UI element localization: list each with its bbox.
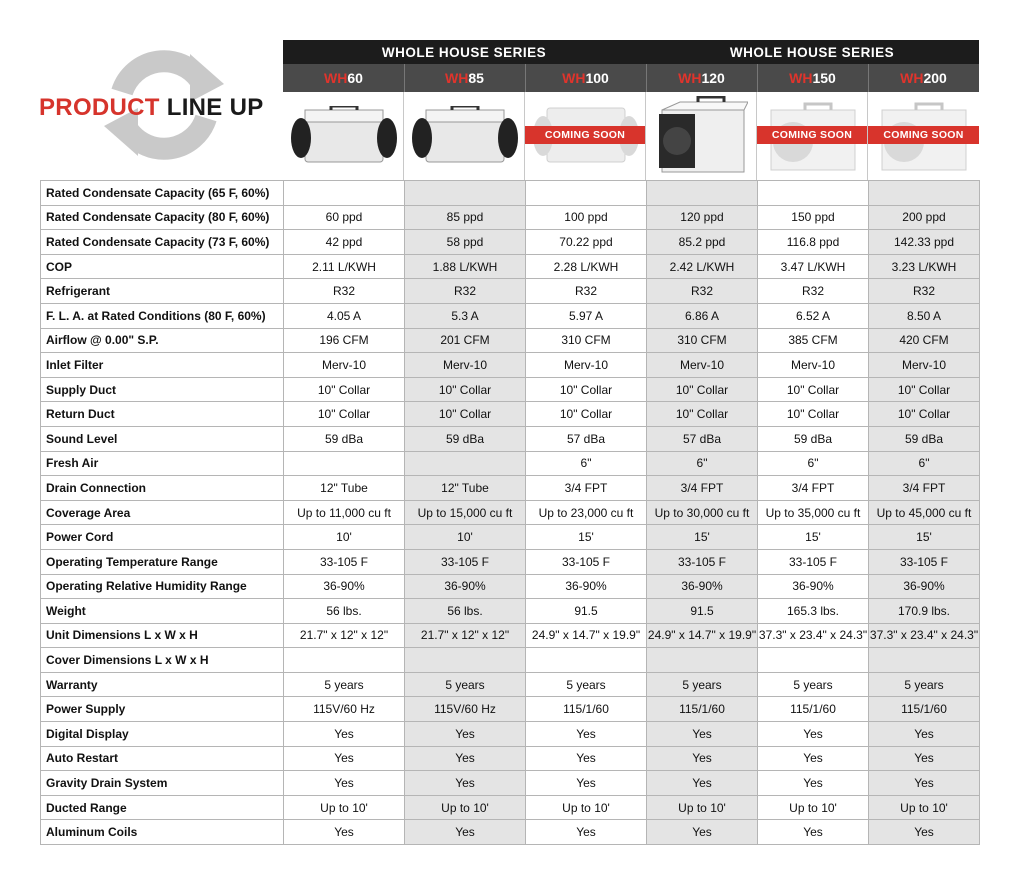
spec-cell: Yes bbox=[405, 820, 526, 845]
spec-row-label: Aluminum Coils bbox=[41, 820, 284, 845]
model-wh150 bbox=[757, 64, 868, 92]
spec-row-label: Unit Dimensions L x W x H bbox=[41, 623, 284, 648]
spec-row bbox=[41, 205, 980, 230]
spec-row-label: Supply Duct bbox=[41, 377, 284, 402]
spec-row bbox=[41, 697, 980, 722]
spec-cell: 33-105 F bbox=[405, 549, 526, 574]
spec-row-label: Inlet Filter bbox=[41, 353, 284, 378]
spec-row-label: Auto Restart bbox=[41, 746, 284, 771]
spec-row-label: Return Duct bbox=[41, 402, 284, 427]
spec-cell: Yes bbox=[869, 746, 980, 771]
spec-cell: 3.23 L/KWH bbox=[869, 254, 980, 279]
spec-cell: Up to 30,000 cu ft bbox=[647, 500, 758, 525]
spec-cell: 5 years bbox=[647, 672, 758, 697]
spec-cell: 115V/60 Hz bbox=[284, 697, 405, 722]
spec-cell: 100 ppd bbox=[526, 205, 647, 230]
spec-cell: 5 years bbox=[526, 672, 647, 697]
spec-cell: 6.52 A bbox=[758, 303, 869, 328]
spec-cell: 201 CFM bbox=[405, 328, 526, 353]
spec-cell: Yes bbox=[526, 722, 647, 747]
spec-cell: 37.3" x 23.4" x 24.3" bbox=[869, 623, 980, 648]
spec-cell: Merv-10 bbox=[647, 353, 758, 378]
spec-cell bbox=[647, 181, 758, 206]
model-wh60 bbox=[283, 64, 404, 92]
spec-row bbox=[41, 771, 980, 796]
spec-row-label: Refrigerant bbox=[41, 279, 284, 304]
spec-cell: Up to 35,000 cu ft bbox=[758, 500, 869, 525]
spec-cell: Merv-10 bbox=[284, 353, 405, 378]
spec-cell: 310 CFM bbox=[526, 328, 647, 353]
spec-cell bbox=[758, 181, 869, 206]
spec-row-label: Rated Condensate Capacity (80 F, 60%) bbox=[41, 205, 284, 230]
spec-cell: 196 CFM bbox=[284, 328, 405, 353]
spec-row bbox=[41, 426, 980, 451]
product-image-wh60 bbox=[283, 92, 404, 180]
spec-cell: 57 dBa bbox=[526, 426, 647, 451]
spec-cell: 36-90% bbox=[526, 574, 647, 599]
spec-row bbox=[41, 451, 980, 476]
spec-cell: 200 ppd bbox=[869, 205, 980, 230]
spec-cell: 12" Tube bbox=[284, 476, 405, 501]
spec-cell bbox=[284, 451, 405, 476]
spec-cell: 33-105 F bbox=[284, 549, 405, 574]
spec-cell: Up to 23,000 cu ft bbox=[526, 500, 647, 525]
spec-row-label: Weight bbox=[41, 599, 284, 624]
spec-cell: 36-90% bbox=[647, 574, 758, 599]
spec-cell: Yes bbox=[869, 771, 980, 796]
spec-cell: 385 CFM bbox=[758, 328, 869, 353]
spec-row bbox=[41, 549, 980, 574]
dehumidifier-unit-icon bbox=[412, 106, 518, 168]
spec-row-label: Power Supply bbox=[41, 697, 284, 722]
spec-cell: Yes bbox=[526, 820, 647, 845]
spec-cell: 91.5 bbox=[526, 599, 647, 624]
spec-cell: 10" Collar bbox=[405, 402, 526, 427]
spec-cell: Yes bbox=[284, 746, 405, 771]
spec-row bbox=[41, 476, 980, 501]
spec-cell: Yes bbox=[405, 722, 526, 747]
spec-cell bbox=[405, 451, 526, 476]
coming-soon-badge: COMING SOON bbox=[525, 126, 645, 144]
model-number: 150 bbox=[812, 70, 836, 86]
spec-cell: 15' bbox=[647, 525, 758, 550]
model-prefix: WH bbox=[789, 70, 813, 86]
spec-cell: 3/4 FPT bbox=[526, 476, 647, 501]
spec-cell: 36-90% bbox=[284, 574, 405, 599]
spec-cell: 5.3 A bbox=[405, 303, 526, 328]
spec-cell: 33-105 F bbox=[869, 549, 980, 574]
dehumidifier-unit-icon bbox=[656, 96, 748, 176]
spec-cell: Yes bbox=[405, 771, 526, 796]
spec-row-label: F. L. A. at Rated Conditions (80 F, 60%) bbox=[41, 303, 284, 328]
spec-row-label: Sound Level bbox=[41, 426, 284, 451]
spec-cell: 1.88 L/KWH bbox=[405, 254, 526, 279]
model-prefix: WH bbox=[678, 70, 702, 86]
logo-word-product: PRODUCT bbox=[39, 94, 160, 121]
spec-cell: 15' bbox=[526, 525, 647, 550]
spec-cell: 70.22 ppd bbox=[526, 230, 647, 255]
spec-cell: 115/1/60 bbox=[526, 697, 647, 722]
spec-cell: Yes bbox=[526, 771, 647, 796]
spec-row bbox=[41, 648, 980, 673]
spec-cell: Yes bbox=[284, 722, 405, 747]
spec-cell: Yes bbox=[284, 771, 405, 796]
product-image-wh100 bbox=[525, 92, 646, 180]
spec-row bbox=[41, 254, 980, 279]
spec-cell: 42 ppd bbox=[284, 230, 405, 255]
spec-cell: Yes bbox=[758, 820, 869, 845]
spec-cell: 85 ppd bbox=[405, 205, 526, 230]
spec-cell bbox=[758, 648, 869, 673]
spec-row-label: Warranty bbox=[41, 672, 284, 697]
spec-cell: 10" Collar bbox=[869, 402, 980, 427]
spec-cell: 8.50 A bbox=[869, 303, 980, 328]
spec-row-label: Cover Dimensions L x W x H bbox=[41, 648, 284, 673]
spec-cell: 10" Collar bbox=[647, 377, 758, 402]
spec-cell: 10" Collar bbox=[758, 402, 869, 427]
spec-cell: R32 bbox=[647, 279, 758, 304]
spec-cell: 116.8 ppd bbox=[758, 230, 869, 255]
spec-cell: Yes bbox=[647, 771, 758, 796]
spec-cell: 59 dBa bbox=[758, 426, 869, 451]
coming-soon-badge: COMING SOON bbox=[757, 126, 867, 144]
spec-cell: 10" Collar bbox=[405, 377, 526, 402]
model-prefix: WH bbox=[445, 70, 469, 86]
spec-row bbox=[41, 722, 980, 747]
spec-cell: 36-90% bbox=[405, 574, 526, 599]
spec-cell: 2.11 L/KWH bbox=[284, 254, 405, 279]
spec-cell: Yes bbox=[526, 746, 647, 771]
spec-cell: 6" bbox=[869, 451, 980, 476]
model-number: 200 bbox=[923, 70, 947, 86]
spec-cell: 5 years bbox=[405, 672, 526, 697]
spec-cell bbox=[405, 181, 526, 206]
spec-row-label: Digital Display bbox=[41, 722, 284, 747]
model-wh120 bbox=[646, 64, 757, 92]
product-image-row bbox=[283, 92, 979, 180]
spec-cell: 33-105 F bbox=[758, 549, 869, 574]
spec-cell: Yes bbox=[869, 722, 980, 747]
spec-row bbox=[41, 230, 980, 255]
spec-cell: 115V/60 Hz bbox=[405, 697, 526, 722]
spec-cell: Up to 10' bbox=[647, 795, 758, 820]
spec-row bbox=[41, 672, 980, 697]
spec-row bbox=[41, 181, 980, 206]
coming-soon-badge: COMING SOON bbox=[868, 126, 979, 144]
spec-cell: Yes bbox=[647, 820, 758, 845]
spec-cell: 85.2 ppd bbox=[647, 230, 758, 255]
model-number: 120 bbox=[701, 70, 725, 86]
spec-cell: Yes bbox=[758, 771, 869, 796]
spec-cell: 2.28 L/KWH bbox=[526, 254, 647, 279]
spec-row bbox=[41, 279, 980, 304]
spec-cell: 10" Collar bbox=[647, 402, 758, 427]
spec-cell bbox=[869, 181, 980, 206]
spec-row bbox=[41, 599, 980, 624]
spec-cell: Up to 10' bbox=[869, 795, 980, 820]
spec-cell: 6" bbox=[758, 451, 869, 476]
spec-cell: Up to 15,000 cu ft bbox=[405, 500, 526, 525]
spec-cell bbox=[647, 648, 758, 673]
spec-cell: 21.7" x 12" x 12" bbox=[284, 623, 405, 648]
spec-cell: 4.05 A bbox=[284, 303, 405, 328]
spec-cell: 10" Collar bbox=[869, 377, 980, 402]
product-line-up-logo bbox=[36, 40, 276, 170]
product-image-wh150 bbox=[757, 92, 868, 180]
spec-cell: Yes bbox=[869, 820, 980, 845]
model-prefix: WH bbox=[324, 70, 348, 86]
spec-row-label: Rated Condensate Capacity (65 F, 60%) bbox=[41, 181, 284, 206]
model-prefix: WH bbox=[900, 70, 924, 86]
spec-cell: Up to 45,000 cu ft bbox=[869, 500, 980, 525]
model-wh85 bbox=[404, 64, 525, 92]
spec-row bbox=[41, 500, 980, 525]
spec-cell: 33-105 F bbox=[647, 549, 758, 574]
spec-cell: 56 lbs. bbox=[405, 599, 526, 624]
spec-cell: 120 ppd bbox=[647, 205, 758, 230]
spec-cell: 12" Tube bbox=[405, 476, 526, 501]
series-header-right: WHOLE HOUSE SERIES bbox=[645, 40, 979, 64]
model-prefix: WH bbox=[562, 70, 586, 86]
spec-row-label: Fresh Air bbox=[41, 451, 284, 476]
spec-cell: R32 bbox=[405, 279, 526, 304]
spec-cell: R32 bbox=[526, 279, 647, 304]
model-wh200 bbox=[868, 64, 979, 92]
spec-cell: 10" Collar bbox=[526, 402, 647, 427]
spec-row-label: Operating Relative Humidity Range bbox=[41, 574, 284, 599]
logo-title bbox=[39, 94, 264, 122]
spec-row bbox=[41, 795, 980, 820]
spec-table-body bbox=[41, 181, 980, 845]
product-image-wh200 bbox=[868, 92, 979, 180]
spec-cell: 310 CFM bbox=[647, 328, 758, 353]
spec-cell: Up to 10' bbox=[284, 795, 405, 820]
spec-cell bbox=[526, 181, 647, 206]
spec-cell bbox=[405, 648, 526, 673]
spec-cell: 60 ppd bbox=[284, 205, 405, 230]
spec-cell: Yes bbox=[758, 722, 869, 747]
spec-cell: 3/4 FPT bbox=[758, 476, 869, 501]
spec-cell: R32 bbox=[758, 279, 869, 304]
spec-cell: 59 dBa bbox=[869, 426, 980, 451]
spec-cell: 24.9" x 14.7" x 19.9" bbox=[526, 623, 647, 648]
spec-cell: 10' bbox=[405, 525, 526, 550]
model-number: 100 bbox=[585, 70, 609, 86]
spec-row-label: Coverage Area bbox=[41, 500, 284, 525]
spec-cell: 5.97 A bbox=[526, 303, 647, 328]
dehumidifier-unit-icon bbox=[291, 106, 397, 168]
spec-cell: 24.9" x 14.7" x 19.9" bbox=[647, 623, 758, 648]
spec-row bbox=[41, 402, 980, 427]
model-bar bbox=[283, 64, 979, 92]
product-image-wh120 bbox=[646, 92, 757, 180]
series-header-left: WHOLE HOUSE SERIES bbox=[283, 40, 645, 64]
spec-cell: 165.3 lbs. bbox=[758, 599, 869, 624]
spec-cell: 21.7" x 12" x 12" bbox=[405, 623, 526, 648]
spec-row-label: Operating Temperature Range bbox=[41, 549, 284, 574]
spec-cell: 91.5 bbox=[647, 599, 758, 624]
spec-cell: R32 bbox=[869, 279, 980, 304]
model-number: 85 bbox=[468, 70, 484, 86]
spec-cell: 10' bbox=[284, 525, 405, 550]
spec-row-label: Gravity Drain System bbox=[41, 771, 284, 796]
spec-cell: R32 bbox=[284, 279, 405, 304]
spec-row bbox=[41, 525, 980, 550]
spec-cell: 5 years bbox=[284, 672, 405, 697]
spec-cell: Up to 10' bbox=[405, 795, 526, 820]
spec-row-label: COP bbox=[41, 254, 284, 279]
spec-cell bbox=[284, 181, 405, 206]
spec-cell: 115/1/60 bbox=[869, 697, 980, 722]
spec-cell bbox=[526, 648, 647, 673]
spec-cell: 420 CFM bbox=[869, 328, 980, 353]
spec-cell: 10" Collar bbox=[526, 377, 647, 402]
spec-cell: 10" Collar bbox=[284, 402, 405, 427]
spec-cell: 57 dBa bbox=[647, 426, 758, 451]
spec-cell: 6.86 A bbox=[647, 303, 758, 328]
spec-cell: 3/4 FPT bbox=[869, 476, 980, 501]
spec-cell: 37.3" x 23.4" x 24.3" bbox=[758, 623, 869, 648]
spec-row-label: Airflow @ 0.00" S.P. bbox=[41, 328, 284, 353]
spec-row bbox=[41, 746, 980, 771]
spec-cell: Yes bbox=[284, 820, 405, 845]
spec-cell: 36-90% bbox=[758, 574, 869, 599]
spec-cell bbox=[869, 648, 980, 673]
spec-cell: Merv-10 bbox=[758, 353, 869, 378]
spec-cell: Up to 10' bbox=[758, 795, 869, 820]
spec-cell: 58 ppd bbox=[405, 230, 526, 255]
spec-row-label: Rated Condensate Capacity (73 F, 60%) bbox=[41, 230, 284, 255]
spec-cell: 3.47 L/KWH bbox=[758, 254, 869, 279]
spec-cell: 59 dBa bbox=[405, 426, 526, 451]
spec-row-label: Drain Connection bbox=[41, 476, 284, 501]
spec-cell bbox=[284, 648, 405, 673]
spec-cell: 10" Collar bbox=[284, 377, 405, 402]
spec-row bbox=[41, 623, 980, 648]
spec-cell: 150 ppd bbox=[758, 205, 869, 230]
spec-row bbox=[41, 820, 980, 845]
spec-row bbox=[41, 303, 980, 328]
spec-cell: 5 years bbox=[869, 672, 980, 697]
spec-cell: 33-105 F bbox=[526, 549, 647, 574]
spec-cell: 5 years bbox=[758, 672, 869, 697]
product-image-wh85 bbox=[404, 92, 525, 180]
spec-cell: 170.9 lbs. bbox=[869, 599, 980, 624]
spec-cell: 6" bbox=[647, 451, 758, 476]
spec-row-label: Ducted Range bbox=[41, 795, 284, 820]
spec-cell: Merv-10 bbox=[526, 353, 647, 378]
spec-cell: 10" Collar bbox=[758, 377, 869, 402]
model-number: 60 bbox=[347, 70, 363, 86]
spec-cell: 59 dBa bbox=[284, 426, 405, 451]
spec-cell: 115/1/60 bbox=[647, 697, 758, 722]
spec-row bbox=[41, 574, 980, 599]
spec-cell: Merv-10 bbox=[405, 353, 526, 378]
spec-cell: 2.42 L/KWH bbox=[647, 254, 758, 279]
spec-cell: Yes bbox=[647, 746, 758, 771]
spec-cell: 115/1/60 bbox=[758, 697, 869, 722]
spec-cell: 3/4 FPT bbox=[647, 476, 758, 501]
spec-cell: 6" bbox=[526, 451, 647, 476]
spec-cell: Merv-10 bbox=[869, 353, 980, 378]
spec-cell: 142.33 ppd bbox=[869, 230, 980, 255]
spec-cell: Yes bbox=[405, 746, 526, 771]
spec-cell: Yes bbox=[758, 746, 869, 771]
spec-row bbox=[41, 377, 980, 402]
spec-cell: 15' bbox=[758, 525, 869, 550]
spec-table bbox=[40, 180, 980, 845]
logo-word-line-up: LINE UP bbox=[166, 94, 264, 121]
spec-row bbox=[41, 353, 980, 378]
spec-cell: 56 lbs. bbox=[284, 599, 405, 624]
spec-cell: 36-90% bbox=[869, 574, 980, 599]
spec-row-label: Power Cord bbox=[41, 525, 284, 550]
model-wh100 bbox=[525, 64, 646, 92]
spec-cell: Up to 10' bbox=[526, 795, 647, 820]
spec-row bbox=[41, 328, 980, 353]
spec-cell: Yes bbox=[647, 722, 758, 747]
spec-cell: Up to 11,000 cu ft bbox=[284, 500, 405, 525]
spec-cell: 15' bbox=[869, 525, 980, 550]
